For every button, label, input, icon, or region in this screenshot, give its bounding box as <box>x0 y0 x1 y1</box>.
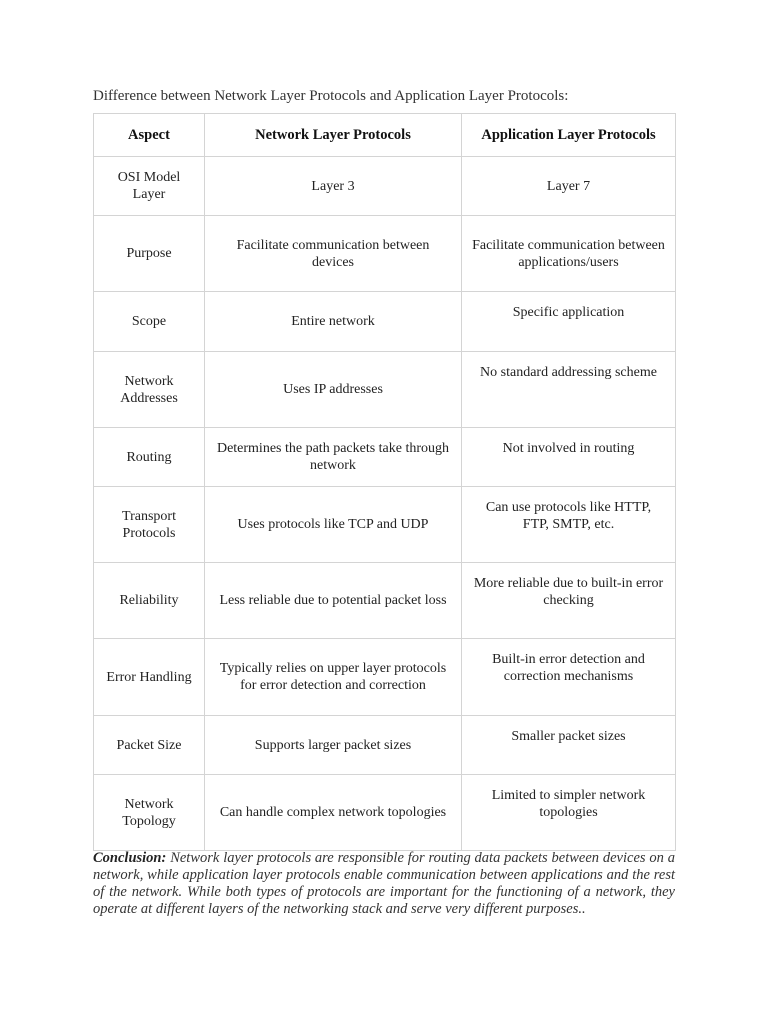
cell-network: Facilitate communication between devices <box>205 216 462 292</box>
table-row <box>94 487 676 563</box>
cell-application: Limited to simpler network topologies <box>462 775 676 851</box>
table-row <box>94 216 676 292</box>
cell-network: Supports larger packet sizes <box>205 716 462 775</box>
cell-application: Specific application <box>462 292 676 352</box>
cell-aspect: Network Addresses <box>94 352 205 428</box>
table-row <box>94 352 676 428</box>
header-network-layer: Network Layer Protocols <box>205 114 462 157</box>
table-row <box>94 639 676 716</box>
cell-application: No standard addressing scheme <box>462 352 676 428</box>
comparison-table <box>93 113 676 851</box>
table-row <box>94 775 676 851</box>
cell-network: Entire network <box>205 292 462 352</box>
table-row <box>94 292 676 352</box>
header-aspect: Aspect <box>94 114 205 157</box>
cell-application: Layer 7 <box>462 157 676 216</box>
cell-application: Not involved in routing <box>462 428 676 487</box>
table-row <box>94 157 676 216</box>
cell-network: Typically relies on upper layer protocols for error detection and correction <box>205 639 462 716</box>
page-heading: Difference between Network Layer Protocols and Application Layer Protocols: <box>93 88 569 104</box>
cell-aspect: Packet Size <box>94 716 205 775</box>
cell-application: Can use protocols like HTTP, FTP, SMTP, etc. <box>462 487 676 563</box>
cell-aspect: Error Handling <box>94 639 205 716</box>
cell-aspect: Reliability <box>94 563 205 639</box>
cell-aspect: Transport Protocols <box>94 487 205 563</box>
cell-network: Can handle complex network topologies <box>205 775 462 851</box>
cell-aspect: Routing <box>94 428 205 487</box>
header-application-layer: Application Layer Protocols <box>462 114 676 157</box>
table-header-row <box>94 114 676 157</box>
cell-aspect: OSI Model Layer <box>94 157 205 216</box>
cell-aspect: Purpose <box>94 216 205 292</box>
cell-network: Uses protocols like TCP and UDP <box>205 487 462 563</box>
cell-application: Facilitate communication between applications/users <box>462 216 676 292</box>
cell-network: Determines the path packets take through network <box>205 428 462 487</box>
table-row <box>94 563 676 639</box>
cell-application: Smaller packet sizes <box>462 716 676 775</box>
cell-network: Less reliable due to potential packet loss <box>205 563 462 639</box>
cell-aspect: Network Topology <box>94 775 205 851</box>
table-row <box>94 428 676 487</box>
cell-application: Built-in error detection and correction mechanisms <box>462 639 676 716</box>
table-row <box>94 716 676 775</box>
cell-application: More reliable due to built-in error checking <box>462 563 676 639</box>
cell-aspect: Scope <box>94 292 205 352</box>
conclusion-text: Network layer protocols are responsible for routing data packets between devices on a network, while application layer protocols enable communication between applications and the rest of the network. While both types of protocols are important for the functioning of a network, they operate at different layers of the networking stack and serve very different purposes.. <box>93 850 675 917</box>
conclusion-label: Conclusion: <box>93 850 167 866</box>
cell-network: Layer 3 <box>205 157 462 216</box>
cell-network: Uses IP addresses <box>205 352 462 428</box>
conclusion-paragraph <box>93 850 675 918</box>
